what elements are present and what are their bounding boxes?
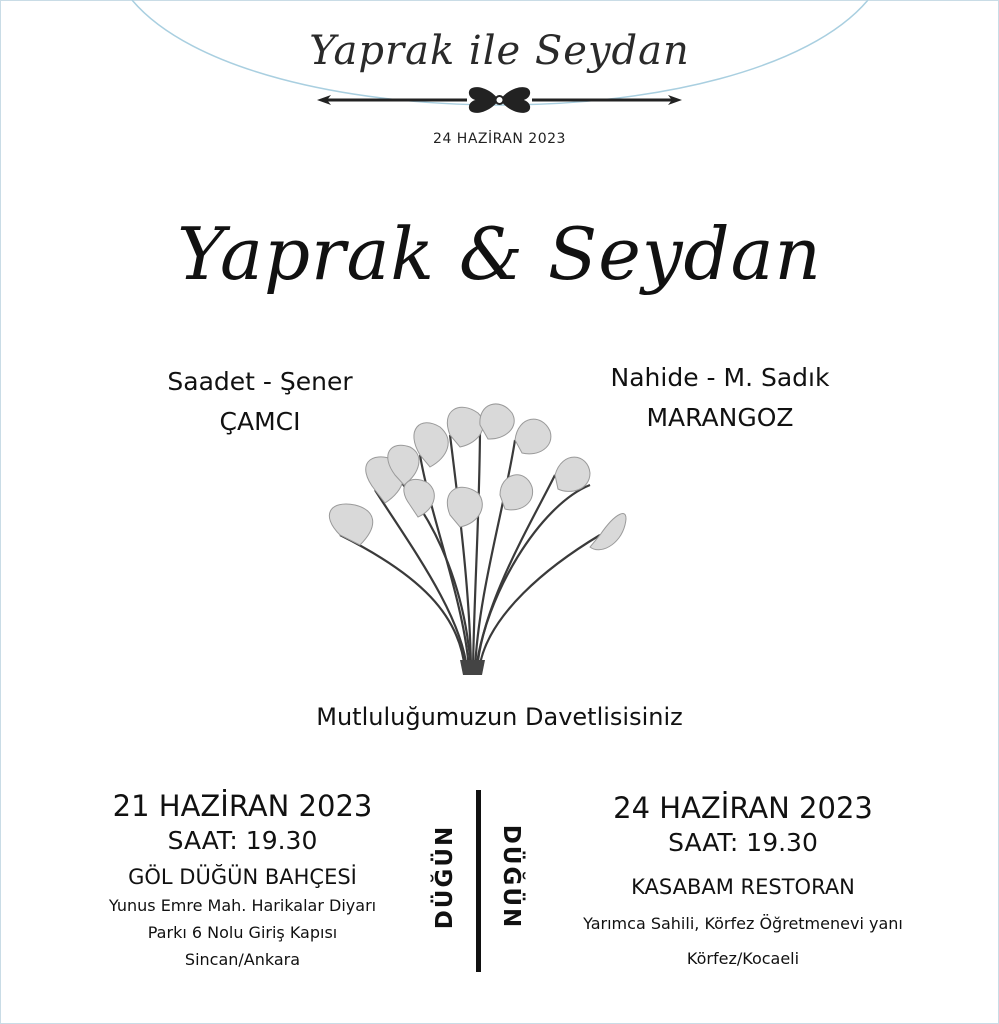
- event-right-address-line: Körfez/Kocaeli: [686, 949, 800, 968]
- bride-parents-names: Saadet - Şener: [167, 367, 353, 396]
- bride-parents-surname: ÇAMCI: [219, 407, 301, 436]
- event-left-address-line: Yunus Emre Mah. Harikalar Diyarı: [108, 896, 377, 915]
- center-divider: [476, 790, 481, 972]
- invitation-text: Mutluluğumuzun Davetlisisiniz: [316, 703, 683, 731]
- calla-lily-bouquet-icon: [300, 395, 660, 680]
- main-title: Yaprak & Seydan: [177, 212, 822, 296]
- event-right-address-line: Yarımca Sahili, Körfez Öğretmenevi yanı: [583, 914, 903, 933]
- header-title: Yaprak ile Seydan: [309, 28, 690, 74]
- event-right-label: DÜĞÜN: [498, 824, 524, 930]
- event-right-date: 24 HAZİRAN 2023: [613, 791, 873, 825]
- event-right: [548, 790, 938, 972]
- groom-parents-names: Nahide - M. Sadık: [610, 363, 830, 392]
- divider-ornament-icon: [317, 80, 682, 120]
- event-left-time: SAAT: 19.30: [167, 826, 318, 855]
- event-left: [70, 788, 415, 973]
- event-left-date: 21 HAZİRAN 2023: [112, 789, 373, 823]
- event-right-time: SAAT: 19.30: [668, 828, 818, 857]
- event-left-venue: GÖL DÜĞÜN BAHÇESİ: [128, 865, 357, 889]
- event-left-address-line: Parkı 6 Nolu Giriş Kapısı: [147, 923, 338, 942]
- event-left-label: DÜĞÜN: [432, 824, 458, 930]
- event-left-address-line: Sincan/Ankara: [184, 950, 301, 969]
- event-right-venue: KASABAM RESTORAN: [631, 875, 855, 899]
- groom-parents-surname: MARANGOZ: [646, 403, 794, 432]
- header-date: 24 HAZİRAN 2023: [433, 131, 566, 147]
